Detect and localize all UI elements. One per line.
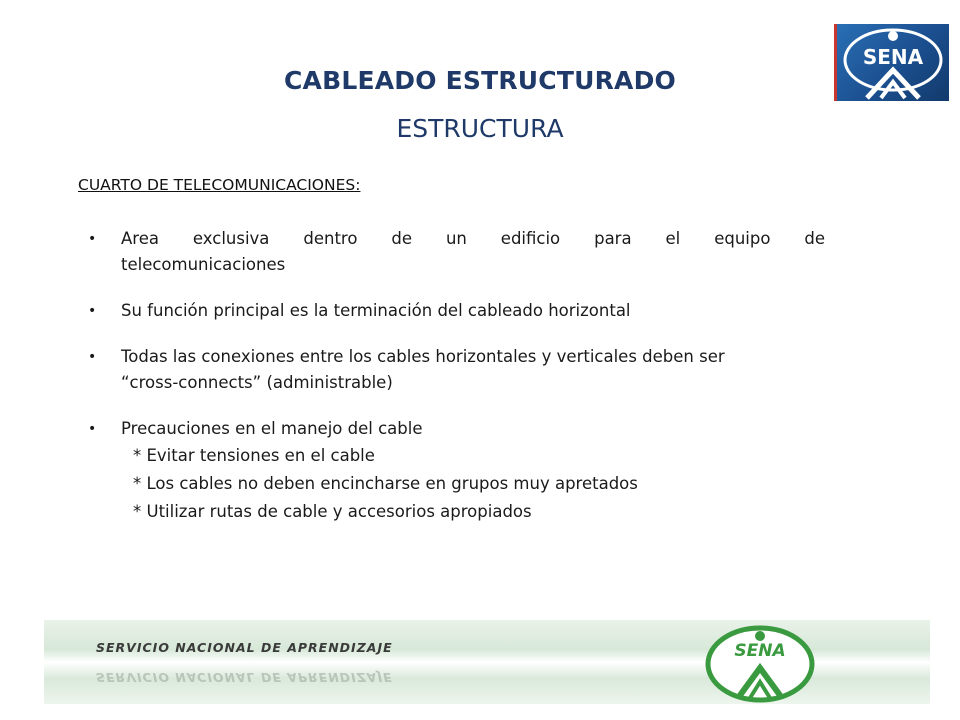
bullet-text-line1: Area exclusiva dentro de un edificio para el equipo de: [121, 229, 825, 248]
slide-subtitle: ESTRUCTURA: [396, 114, 564, 143]
sub-item: * Evitar tensiones en el cable: [133, 446, 375, 465]
bullet-text: Su función principal es la terminación del cableado horizontal: [121, 301, 631, 320]
bullet-dot-icon: •: [88, 231, 97, 247]
bullet-item: [88, 298, 825, 324]
bullet-text-line1: Todas las conexiones entre los cables horizontales y verticales deben ser: [121, 347, 725, 366]
sena-logo-bottom-icon: [704, 624, 816, 704]
bullet-item: [88, 226, 825, 278]
bullet-item: [88, 416, 825, 526]
bullet-dot-icon: •: [88, 421, 97, 437]
bullet-dot-icon: •: [88, 349, 97, 365]
sena-logo-bottom-text: SENA: [734, 641, 786, 661]
bullet-text-line2: telecomunicaciones: [121, 255, 286, 274]
sub-item: * Los cables no deben encincharse en grupos muy apretados: [133, 474, 638, 493]
section-heading: CUARTO DE TELECOMUNICACIONES:: [78, 176, 361, 194]
slide-title: CABLEADO ESTRUCTURADO: [283, 66, 676, 95]
sena-logo-bottom: [704, 624, 816, 704]
banner-text-reflection: SERVICIO NACIONAL DE APRENDIZAJE: [96, 670, 393, 685]
sena-logo-top-text: SENA: [862, 45, 924, 69]
bullet-list: [88, 226, 825, 526]
bullet-dot-icon: •: [88, 303, 97, 319]
sub-item: * Utilizar rutas de cable y accesorios apropiados: [133, 502, 532, 521]
footer-banner: [44, 620, 930, 704]
banner-text: SERVICIO NACIONAL DE APRENDIZAJE: [96, 640, 393, 655]
bullet-text-line2: “cross-connects” (administrable): [121, 373, 393, 392]
bullet-item: [88, 344, 825, 396]
bullet-text: Precauciones en el manejo del cable: [121, 419, 423, 438]
